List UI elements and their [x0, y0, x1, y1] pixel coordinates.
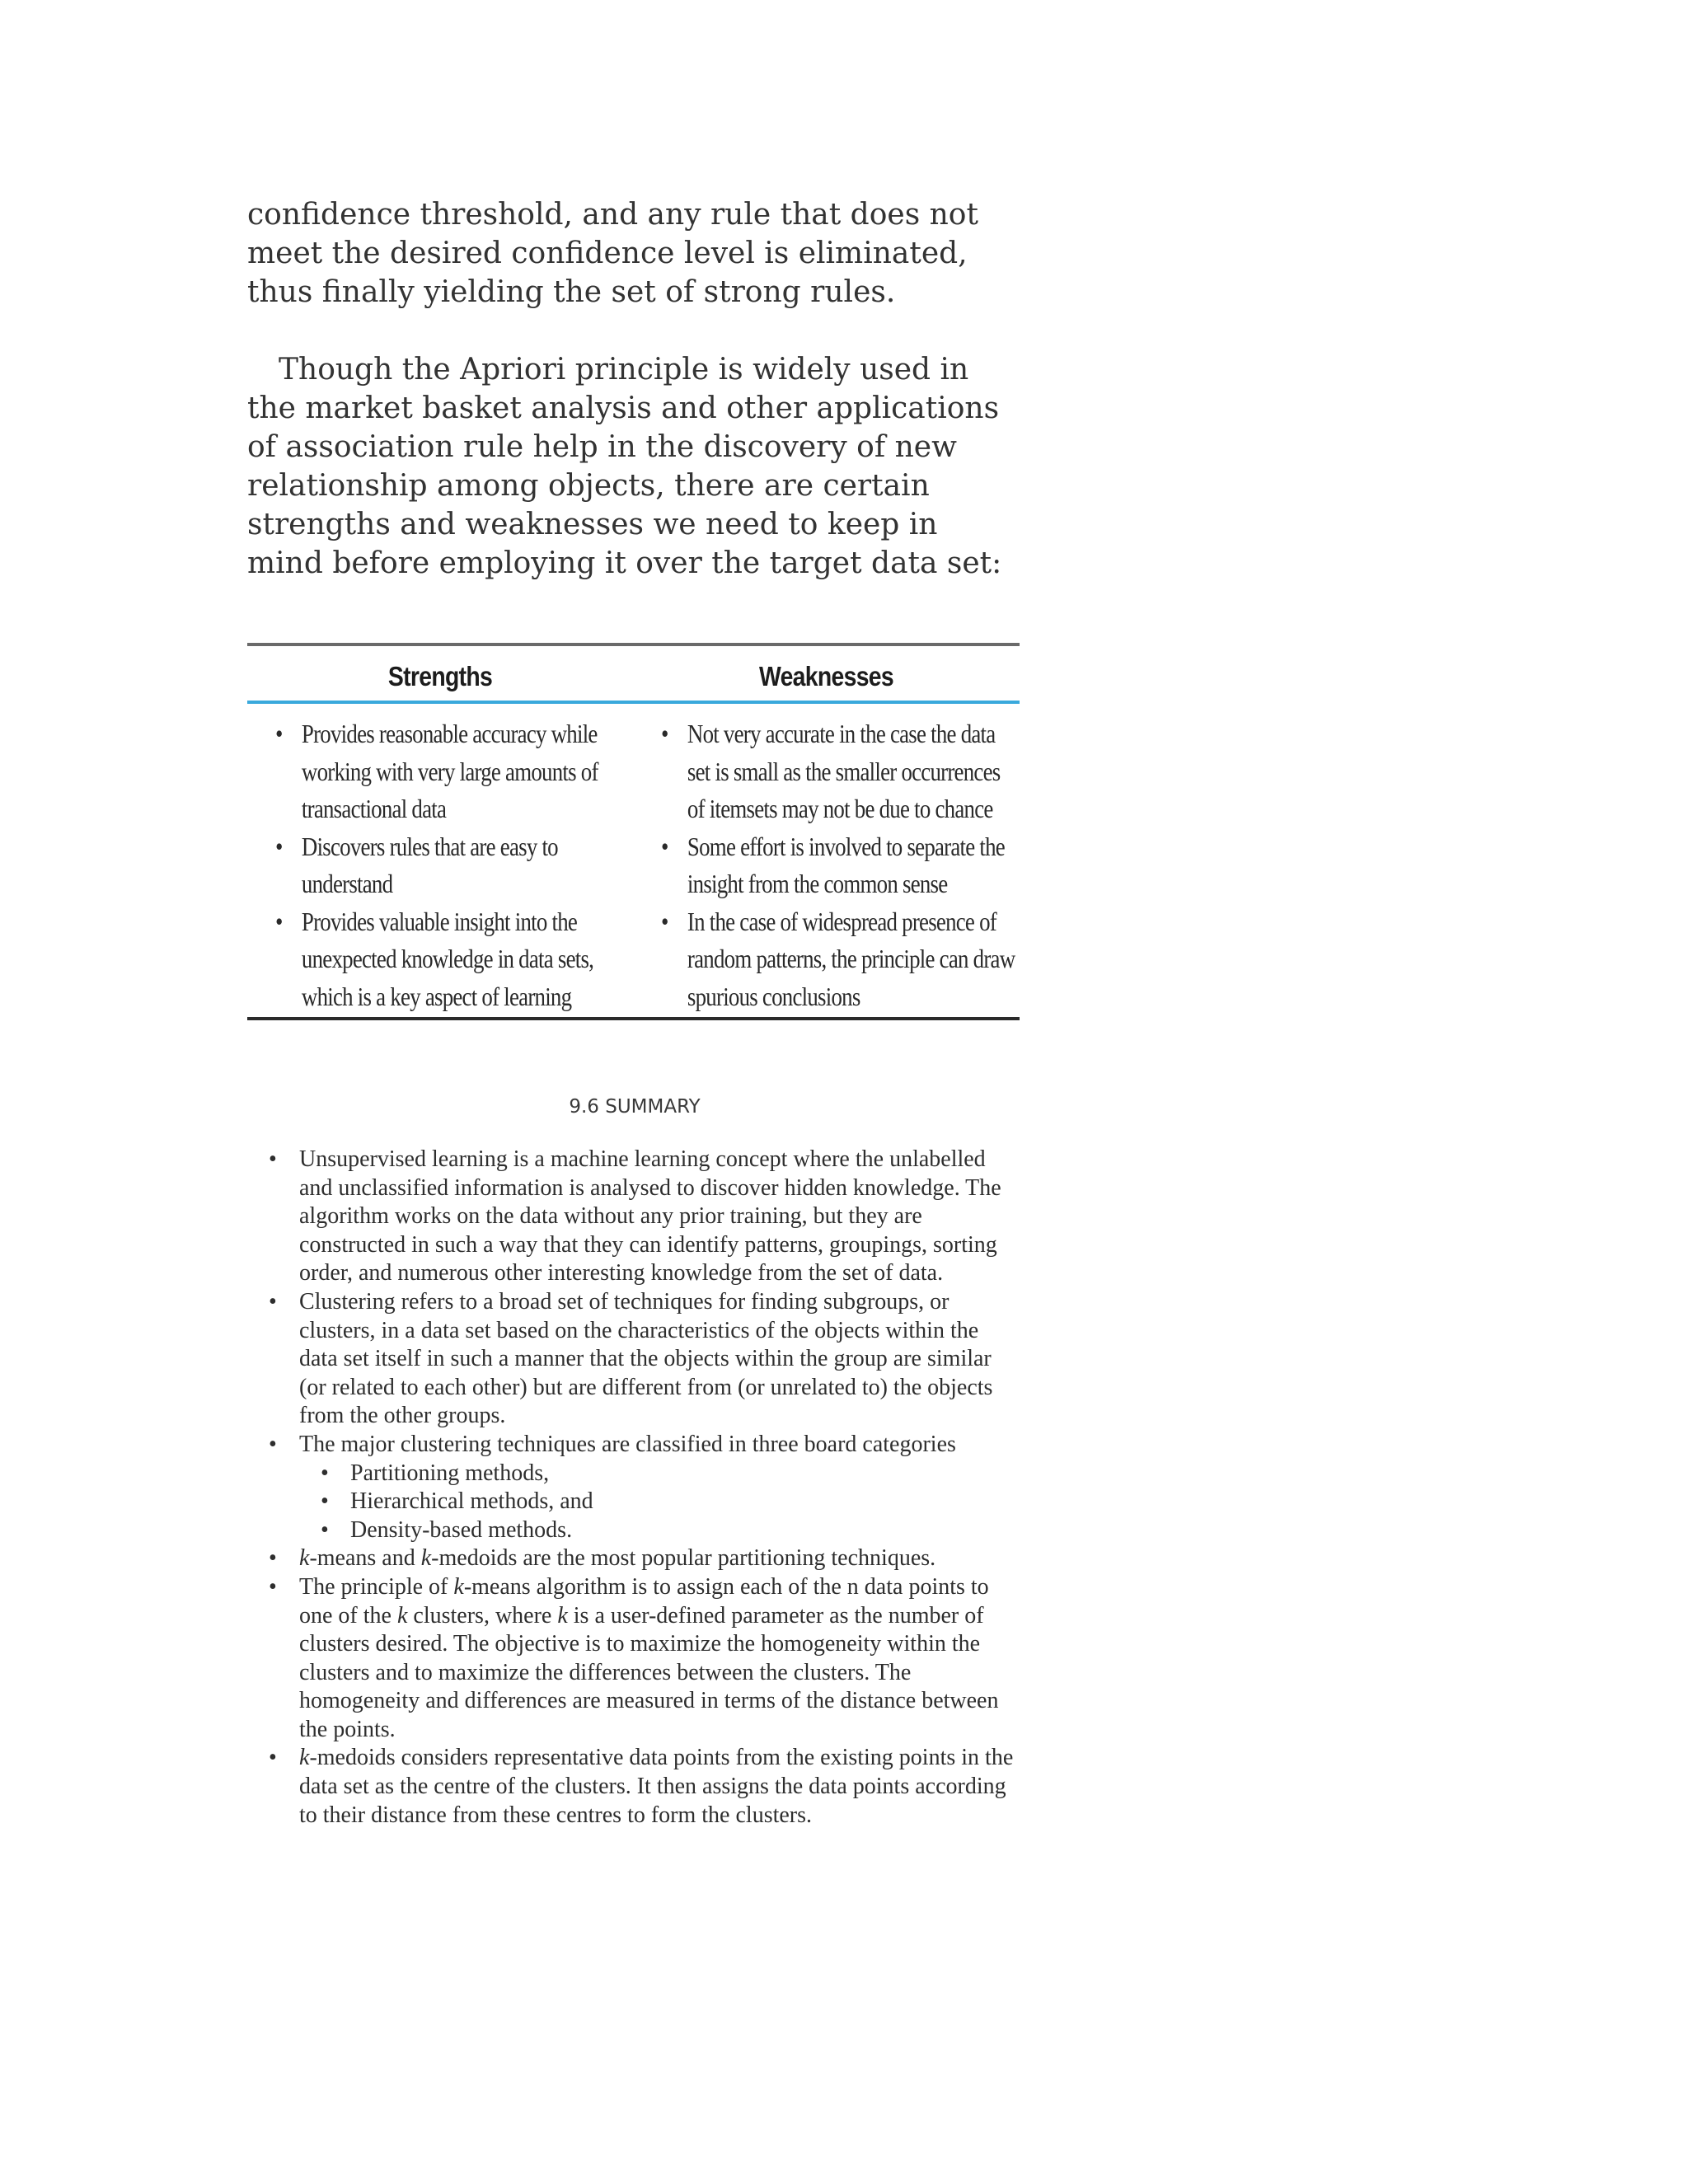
weakness-text: Not very accurate in the case the data set is small as the smaller occurrences of itemsets may not be due to chance [687, 719, 1001, 823]
bullet-icon: • [269, 1431, 277, 1457]
strength-text: Discovers rules that are easy to understand [301, 831, 558, 898]
weakness-text: In the case of widespread presence of random patterns, the principle can draw spurious conclusions [687, 906, 1015, 1011]
sub-item-text: Hierarchical methods, and [350, 1488, 593, 1515]
bullet-icon: • [661, 719, 668, 748]
bullet-icon: • [275, 831, 283, 861]
italic-k: k [453, 1573, 464, 1600]
summary-text: is a user-defined parameter as the number of clusters desired. The objective is to maximize the homogeneity within the clusters and to maximize the differences between the clusters. The homogeneity and differences are measured in terms of the distance between the points. [299, 1602, 999, 1742]
paragraph: Though the Apriori principle is widely used in the market basket analysis and other applications of association rule help in the discovery of new relationship among objects, there are certain strengths and weaknesses we need to keep in mind before employing it over the target data set: [247, 353, 1002, 580]
weakness-item [661, 903, 1021, 1016]
summary-text: -medoids considers representative data points from the existing points in the data set as the centre of the clusters. It then assigns the data points according to their distance from these centres to form the clusters. [299, 1745, 1014, 1828]
summary-item [247, 1431, 1022, 1544]
table-top-rule [247, 643, 1020, 646]
bullet-icon: • [321, 1460, 329, 1486]
weakness-item [661, 715, 1021, 828]
strength-text: Provides reasonable accuracy while working with very large amounts of transactional data [301, 719, 598, 823]
table-bottom-rule [247, 1017, 1020, 1020]
bullet-icon: • [269, 1745, 277, 1771]
bullet-icon: • [275, 719, 283, 748]
bullet-icon: • [321, 1516, 329, 1543]
summary-text: The principle of [299, 1573, 454, 1600]
italic-k: k [299, 1545, 310, 1572]
summary-text: Unsupervised learning is a machine learning concept where the unlabelled and unclassified information is analysed to discover hidden knowledge. The algorithm works on the data without any prior training, but they are constructed in such a way that they can identify patterns, groupings, sorting order, and numerous other interesting knowledge from the set of data. [299, 1146, 1001, 1286]
bullet-icon: • [661, 906, 668, 936]
sub-list-item [299, 1488, 1022, 1516]
weaknesses-header: Weaknesses [758, 661, 893, 691]
section-heading: 9.6 SUMMARY [569, 1096, 701, 1118]
bullet-icon: • [321, 1488, 329, 1515]
bullet-icon: • [269, 1288, 277, 1315]
summary-text: Clustering refers to a broad set of techniques for finding subgroups, or clusters, in a data set based on the characteristics of the objects within the data set itself in such a manner that the objects within the group are similar (or related to each other) but are different from (or unrelated to) the objects from the other groups. [299, 1288, 993, 1429]
strengths-header: Strengths [387, 661, 493, 691]
bullet-icon: • [269, 1545, 277, 1572]
sub-item-text: Partitioning methods, [350, 1460, 550, 1486]
sub-list-item [299, 1460, 1022, 1488]
summary-list [247, 1146, 1022, 1830]
weakness-item [661, 828, 1021, 903]
sub-item-text: Density-based methods. [350, 1516, 573, 1543]
summary-item [247, 1573, 1022, 1745]
italic-k: k [557, 1602, 568, 1629]
italic-k: k [420, 1545, 432, 1572]
strength-item [275, 903, 601, 1016]
strengths-weaknesses-table [247, 643, 1020, 1022]
strength-text: Provides valuable insight into the unexpected knowledge in data sets, which is a key aspect of learning [301, 906, 594, 1011]
summary-item [247, 1544, 1022, 1573]
strengths-list [275, 715, 601, 1015]
summary-text: clusters, where [407, 1602, 558, 1629]
summary-item [247, 1146, 1022, 1288]
summary-text: -means and [309, 1545, 421, 1572]
paragraph: confidence threshold, and any rule that does not meet the desired confidence level is eliminated, thus finally yielding the set of strong rules. [247, 198, 978, 309]
bullet-icon: • [269, 1146, 277, 1172]
bullet-icon: • [275, 906, 283, 936]
table-header-rule [247, 701, 1020, 704]
italic-k: k [299, 1745, 310, 1771]
summary-text: The major clustering techniques are classified in three board categories [299, 1431, 956, 1457]
summary-item [247, 1288, 1022, 1431]
summary-text: -medoids are the most popular partitioning techniques. [431, 1545, 936, 1572]
bullet-icon: • [269, 1573, 277, 1600]
strength-item [275, 828, 601, 903]
sub-list-item [299, 1516, 1022, 1545]
summary-item [247, 1744, 1022, 1830]
italic-k: k [396, 1602, 408, 1629]
clustering-methods-list [299, 1460, 1022, 1545]
bullet-icon: • [661, 831, 668, 861]
weaknesses-list [661, 715, 1021, 1015]
strength-item [275, 715, 601, 828]
weakness-text: Some effort is involved to separate the insight from the common sense [687, 831, 1005, 898]
summary-text: -means algorithm is to assign each of the n data points to one of the [299, 1573, 989, 1629]
